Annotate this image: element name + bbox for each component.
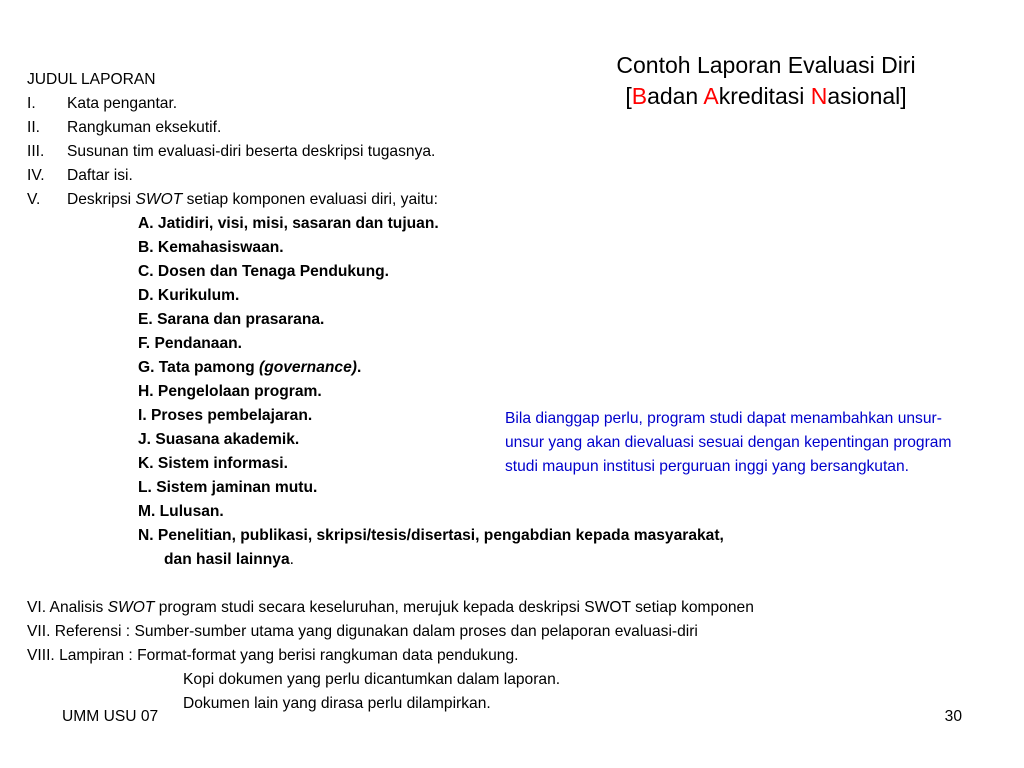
list-item-viii: VIII. Lampiran : Format-format yang berisi rangkuman data pendukung. <box>27 647 519 664</box>
spacer <box>27 572 1007 596</box>
swot-italic: SWOT <box>135 191 183 208</box>
component-item: C. Dosen dan Tenaga Pendukung. <box>138 263 389 280</box>
component-item: D. Kurikulum. <box>138 287 240 304</box>
component-item: H. Pengelolaan program. <box>138 383 322 400</box>
list-item-viii-continuation: Kopi dokumen yang perlu dicantumkan dalam laporan. <box>183 671 561 688</box>
text-segment: . <box>289 551 294 568</box>
list-item-number: II. <box>27 119 40 136</box>
list-item-text: Daftar isi. <box>67 167 133 184</box>
text-segment: dan hasil lainnya <box>164 551 290 568</box>
governance-italic: (governance) <box>259 359 357 376</box>
initial-b: B <box>631 83 648 109</box>
component-item-g <box>27 356 1007 380</box>
component-item: A. Jatidiri, visi, misi, sasaran dan tujuan. <box>138 215 439 232</box>
list-item-number: V. <box>27 191 41 208</box>
component-item: I. Proses pembelajaran. <box>138 407 313 424</box>
list-item <box>27 92 1007 116</box>
bracket-close: ] <box>900 83 907 109</box>
list-item-number: I. <box>27 95 36 112</box>
word-nasional-rest: asional <box>827 83 901 109</box>
list-item <box>27 140 1007 164</box>
initial-n: N <box>810 83 828 109</box>
list-item-viii-continuation: Dokumen lain yang dirasa perlu dilampirkan. <box>183 695 491 712</box>
text-segment: Deskripsi <box>67 191 136 208</box>
word-badan-rest: adan <box>647 83 704 109</box>
list-item-vi <box>27 596 1007 620</box>
component-item: L. Sistem jaminan mutu. <box>138 479 318 496</box>
component-item: N. Penelitian, publikasi, skripsi/tesis/disertasi, pengabdian kepada masyarakat, <box>138 527 724 544</box>
list-item-text: Rangkuman eksekutif. <box>67 119 222 136</box>
swot-italic: SWOT <box>107 599 155 616</box>
footer-label: UMM USU 07 <box>62 708 159 725</box>
outline-heading: JUDUL LAPORAN <box>27 71 156 88</box>
component-item: B. Kemahasiswaan. <box>138 239 284 256</box>
title-line-1: Contoh Laporan Evaluasi Diri <box>616 52 916 78</box>
text-segment: program studi secara keseluruhan, merujuk kepada deskripsi SWOT setiap komponen <box>154 599 754 616</box>
component-item: E. Sarana dan prasarana. <box>138 311 325 328</box>
component-item: K. Sistem informasi. <box>138 455 288 472</box>
list-item <box>27 188 1007 212</box>
component-item-continuation <box>27 548 1007 572</box>
list-item <box>27 116 1007 140</box>
word-akreditasi-rest: kreditasi <box>718 83 811 109</box>
text-segment: . <box>356 359 362 376</box>
report-outline <box>27 68 1007 716</box>
page-number: 30 <box>944 708 962 725</box>
component-item: J. Suasana akademik. <box>138 431 300 448</box>
component-item: M. Lulusan. <box>138 503 224 520</box>
list-item-text <box>67 188 438 212</box>
list-item-text: Kata pengantar. <box>67 95 178 112</box>
list-item-number: IV. <box>27 167 45 184</box>
list-item-number: III. <box>27 143 45 160</box>
initial-a: A <box>703 83 719 109</box>
bracket-open: [ <box>625 83 632 109</box>
list-item-vii: VII. Referensi : Sumber-sumber utama yang digunakan dalam proses dan pelaporan evaluasi-diri <box>27 623 698 640</box>
component-item: F. Pendanaan. <box>138 335 242 352</box>
text-segment: setiap komponen evaluasi diri, yaitu: <box>182 191 438 208</box>
side-note: Bila dianggap perlu, program studi dapat menambahkan unsur-unsur yang akan dievaluasi sesuai dengan kepentingan program studi maupun institusi perguruan inggi yang bersangkutan. <box>505 410 952 475</box>
text-segment: VI. Analisis <box>27 599 108 616</box>
text-segment: G. Tata pamong <box>138 359 260 376</box>
list-item-text: Susunan tim evaluasi-diri beserta deskripsi tugasnya. <box>67 143 436 160</box>
list-item <box>27 164 1007 188</box>
